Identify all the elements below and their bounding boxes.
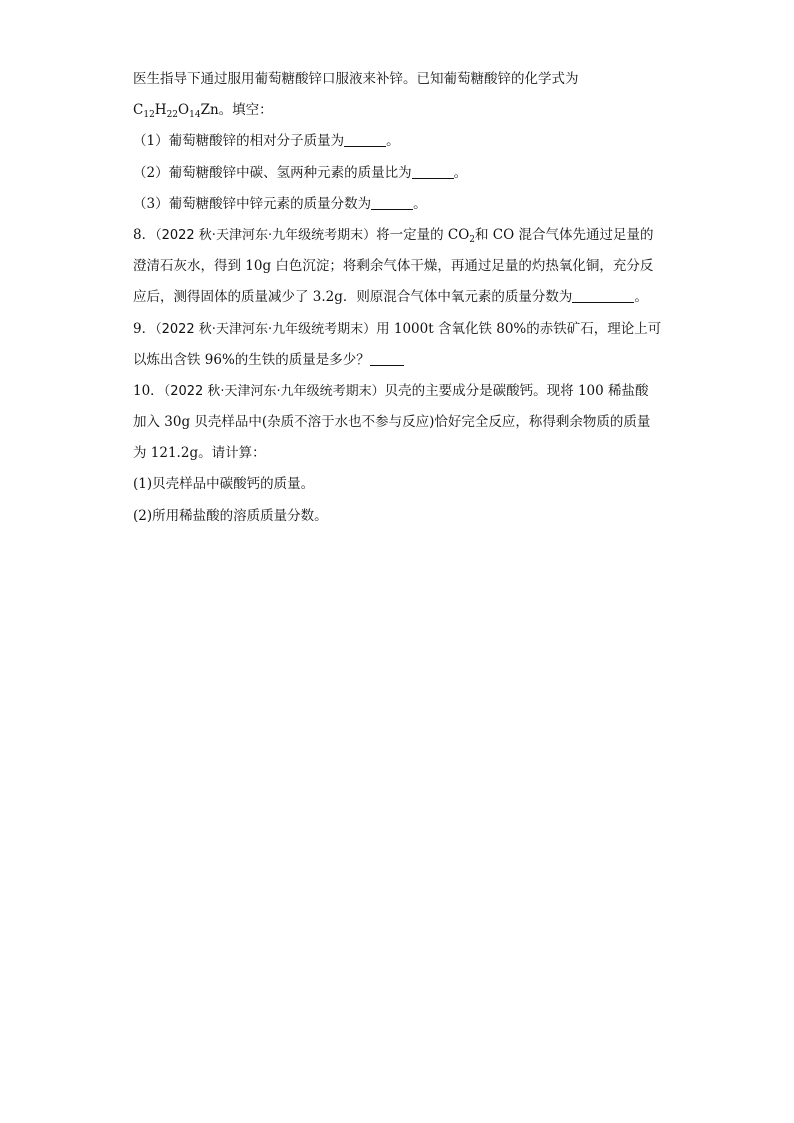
q10-source: （2022 秋·天津河东·九年级统考期末）: [163, 383, 385, 399]
q7-intro-text: 医生指导下通过服用葡萄糖酸锌口服液来补锌。已知葡萄糖酸锌的化学式为: [133, 71, 579, 87]
q9-source: （2022 秋·天津河东·九年级统考期末）: [155, 321, 377, 337]
answer-blank[interactable]: [371, 195, 413, 210]
q8-line3: 应后，测得固体的质量减少了 3.2g．则原混合气体中氧元素的质量分数为 。: [133, 289, 648, 306]
q7-fill-label: 。填空：: [218, 102, 273, 119]
q8-source: （2022 秋·天津河东·九年级统考期末）: [155, 227, 377, 243]
q9-line2: 以炼出含铁 96%的生铁的质量是多少？: [133, 345, 673, 376]
q7-sub1: （1）葡萄糖酸锌的相对分子质量为 。: [133, 133, 400, 150]
q7-sub3: （3）葡萄糖酸锌中锌元素的质量分数为 。: [133, 195, 427, 212]
answer-blank[interactable]: [412, 164, 454, 179]
answer-blank[interactable]: [370, 351, 404, 366]
q8-number: 8．: [133, 226, 156, 243]
q10-line2: 加入 30g 贝壳样品中(杂质不溶于水也不参与反应)恰好完全反应，称得剩余物质的质量: [133, 414, 651, 431]
q8-line1: 8．（2022 秋·天津河东·九年级统考期末）将一定量的 $CO_2$和 CO 混合气体先通过足量的: [133, 226, 654, 245]
q10-line1: 10．（2022 秋·天津河东·九年级统考期末）贝壳的主要成分是碳酸钙。现将 100 稀盐酸: [133, 382, 649, 399]
q10-sub2: (2)所用稀盐酸的溶质质量分数。: [133, 507, 328, 524]
q8-line2: 澄清石灰水，得到 10g 白色沉淀；将剩余气体干燥，再通过足量的灼热氧化铜，充分反: [133, 258, 654, 275]
q10-number: 10．: [133, 382, 164, 399]
answer-blank[interactable]: [344, 132, 386, 147]
q7-formula-line: [133, 95, 673, 126]
q7-intro-line: [133, 64, 673, 95]
answer-blank[interactable]: [572, 288, 634, 303]
q9-number: 9．: [133, 320, 156, 337]
q10-sub1: (1)贝壳样品中碳酸钙的质量。: [133, 476, 315, 493]
q7-sub2: （2）葡萄糖酸锌中碳、氢两种元素的质量比为 。: [133, 164, 468, 181]
q10-line3: 为 121.2g。请计算：: [133, 445, 266, 462]
q9-line1: 9．（2022 秋·天津河东·九年级统考期末）用 1000t 含氧化铁 80%的赤铁矿石，理论上可: [133, 320, 662, 337]
chemical-formula: $C_{12}H_{22}O_{14}Zn$: [133, 102, 219, 121]
document-page: [133, 64, 673, 532]
